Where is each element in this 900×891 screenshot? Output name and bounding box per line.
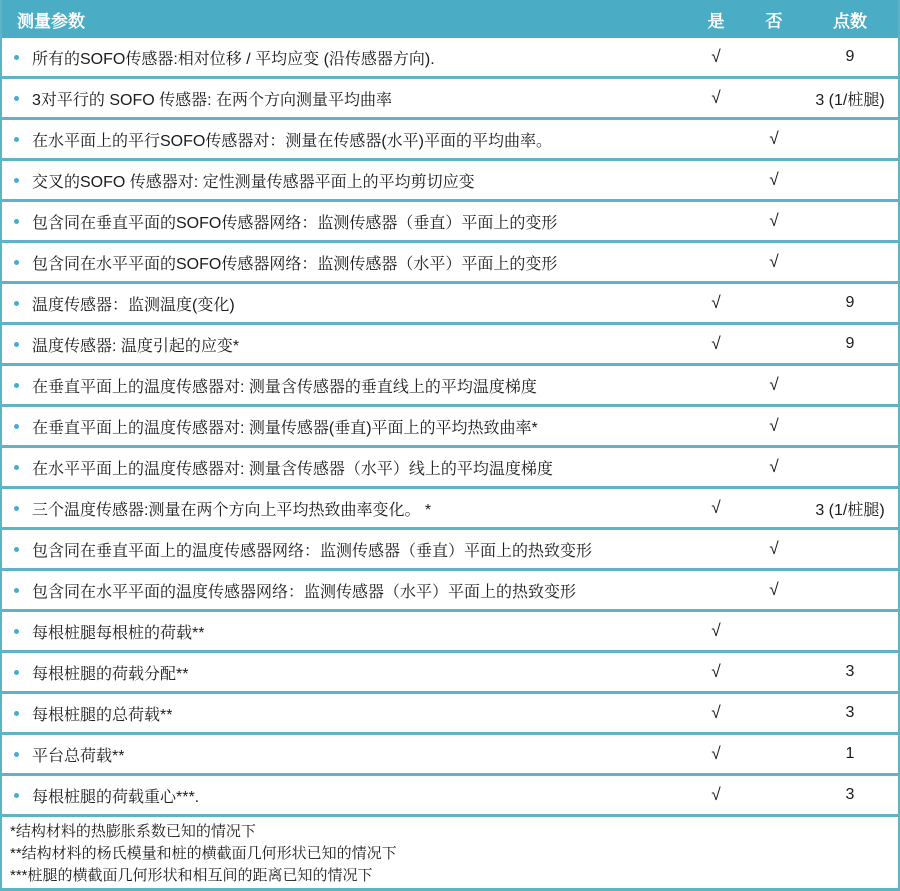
bullet-icon	[14, 506, 19, 511]
row-param-label: 温度传感器: 温度引起的应变*	[32, 337, 240, 355]
bullet-icon	[14, 137, 19, 142]
row-points-value: 3	[845, 704, 855, 721]
bullet-icon	[14, 629, 19, 634]
header-yes-label: 是	[707, 11, 725, 31]
row-points-value: 9	[845, 294, 855, 311]
header-param-label: 测量参数	[17, 11, 85, 31]
header-no-label: 否	[765, 11, 783, 31]
table-row	[2, 407, 898, 448]
bullet-icon	[14, 96, 19, 101]
row-points-value: 3 (1/桩腿)	[815, 501, 885, 519]
row-points-value: 9	[845, 48, 855, 65]
table-body	[2, 38, 898, 817]
table-row	[2, 735, 898, 776]
table-row	[2, 366, 898, 407]
row-no-checkmark: √	[769, 211, 779, 230]
table-row	[2, 694, 898, 735]
row-param-label: 包含同在垂直平面的SOFO传感器网络：监测传感器（垂直）平面上的变形	[32, 214, 558, 232]
table-row	[2, 612, 898, 653]
row-yes-checkmark: √	[711, 621, 721, 640]
footnote-line: **结构材料的杨氏模量和桩的横截面几何形状已知的情况下	[10, 845, 397, 862]
bullet-icon	[14, 301, 19, 306]
table-row	[2, 530, 898, 571]
header-points-label: 点数	[833, 11, 867, 31]
row-points-value: 3 (1/桩腿)	[815, 91, 885, 109]
row-param-label: 包含同在水平平面的温度传感器网络：监测传感器（水平）平面上的热致变形	[32, 583, 577, 601]
row-param-label: 所有的SOFO传感器:相对位移 / 平均应变 (沿传感器方向).	[32, 50, 435, 68]
row-yes-checkmark: √	[711, 47, 721, 66]
row-no-checkmark: √	[769, 580, 779, 599]
row-points-value: 3	[845, 663, 855, 680]
row-param-label: 包含同在垂直平面上的温度传感器网络：监测传感器（垂直）平面上的热致变形	[32, 542, 593, 560]
bullet-icon	[14, 342, 19, 347]
row-param-label: 每根桩腿的总荷载**	[32, 706, 173, 724]
bullet-icon	[14, 793, 19, 798]
row-yes-checkmark: √	[711, 785, 721, 804]
row-param-label: 在垂直平面上的温度传感器对: 测量传感器(垂直)平面上的平均热致曲率*	[32, 419, 538, 437]
bullet-icon	[14, 752, 19, 757]
bullet-icon	[14, 55, 19, 60]
bullet-icon	[14, 465, 19, 470]
bullet-icon	[14, 178, 19, 183]
table-row	[2, 38, 898, 79]
row-no-checkmark: √	[769, 539, 779, 558]
row-no-checkmark: √	[769, 170, 779, 189]
row-param-label: 3对平行的 SOFO 传感器: 在两个方向测量平均曲率	[32, 91, 393, 109]
row-param-label: 在垂直平面上的温度传感器对: 测量含传感器的垂直线上的平均温度梯度	[32, 378, 537, 396]
row-yes-checkmark: √	[711, 293, 721, 312]
bullet-icon	[14, 711, 19, 716]
bullet-icon	[14, 670, 19, 675]
table-row	[2, 202, 898, 243]
bullet-icon	[14, 383, 19, 388]
row-no-checkmark: √	[769, 416, 779, 435]
row-no-checkmark: √	[769, 252, 779, 271]
table-row	[2, 489, 898, 530]
row-param-label: 温度传感器：监测温度(变化)	[32, 296, 235, 314]
row-yes-checkmark: √	[711, 703, 721, 722]
row-points-value: 3	[845, 786, 855, 803]
row-param-label: 在水平平面上的温度传感器对: 测量含传感器（水平）线上的平均温度梯度	[32, 460, 553, 478]
row-no-checkmark: √	[769, 129, 779, 148]
table-row	[2, 120, 898, 161]
table-row	[2, 284, 898, 325]
row-no-checkmark: √	[769, 457, 779, 476]
bullet-icon	[14, 219, 19, 224]
row-yes-checkmark: √	[711, 662, 721, 681]
row-param-label: 在水平面上的平行SOFO传感器对：测量在传感器(水平)平面的平均曲率。	[32, 132, 552, 150]
row-param-label: 平台总荷载**	[32, 747, 125, 765]
bullet-icon	[14, 547, 19, 552]
footnotes-section	[2, 817, 898, 891]
bullet-icon	[14, 424, 19, 429]
table-row	[2, 79, 898, 120]
table-row	[2, 161, 898, 202]
row-yes-checkmark: √	[711, 498, 721, 517]
bullet-icon	[14, 260, 19, 265]
table-header-row	[2, 0, 898, 38]
bullet-icon	[14, 588, 19, 593]
table-row	[2, 448, 898, 489]
row-param-label: 三个温度传感器:测量在两个方向上平均热致曲率变化。 *	[32, 501, 432, 519]
table-row	[2, 776, 898, 817]
row-no-checkmark: √	[769, 375, 779, 394]
table-row	[2, 571, 898, 612]
row-points-value: 1	[845, 745, 855, 762]
row-param-label: 每根桩腿每根桩的荷载**	[32, 624, 205, 642]
table-row	[2, 653, 898, 694]
row-yes-checkmark: √	[711, 744, 721, 763]
row-param-label: 交叉的SOFO 传感器对: 定性测量传感器平面上的平均剪切应变	[32, 173, 475, 191]
row-param-label: 每根桩腿的荷载重心***.	[32, 788, 200, 806]
table-row	[2, 325, 898, 366]
row-yes-checkmark: √	[711, 334, 721, 353]
row-param-label: 包含同在水平平面的SOFO传感器网络：监测传感器（水平）平面上的变形	[32, 255, 558, 273]
footnote-line: *结构材料的热膨胀系数已知的情况下	[10, 823, 256, 840]
row-param-label: 每根桩腿的荷载分配**	[32, 665, 189, 683]
footnote-line: ***桩腿的横截面几何形状和相互间的距离已知的情况下	[10, 867, 373, 884]
row-points-value: 9	[845, 335, 855, 352]
table-row	[2, 243, 898, 284]
row-yes-checkmark: √	[711, 88, 721, 107]
